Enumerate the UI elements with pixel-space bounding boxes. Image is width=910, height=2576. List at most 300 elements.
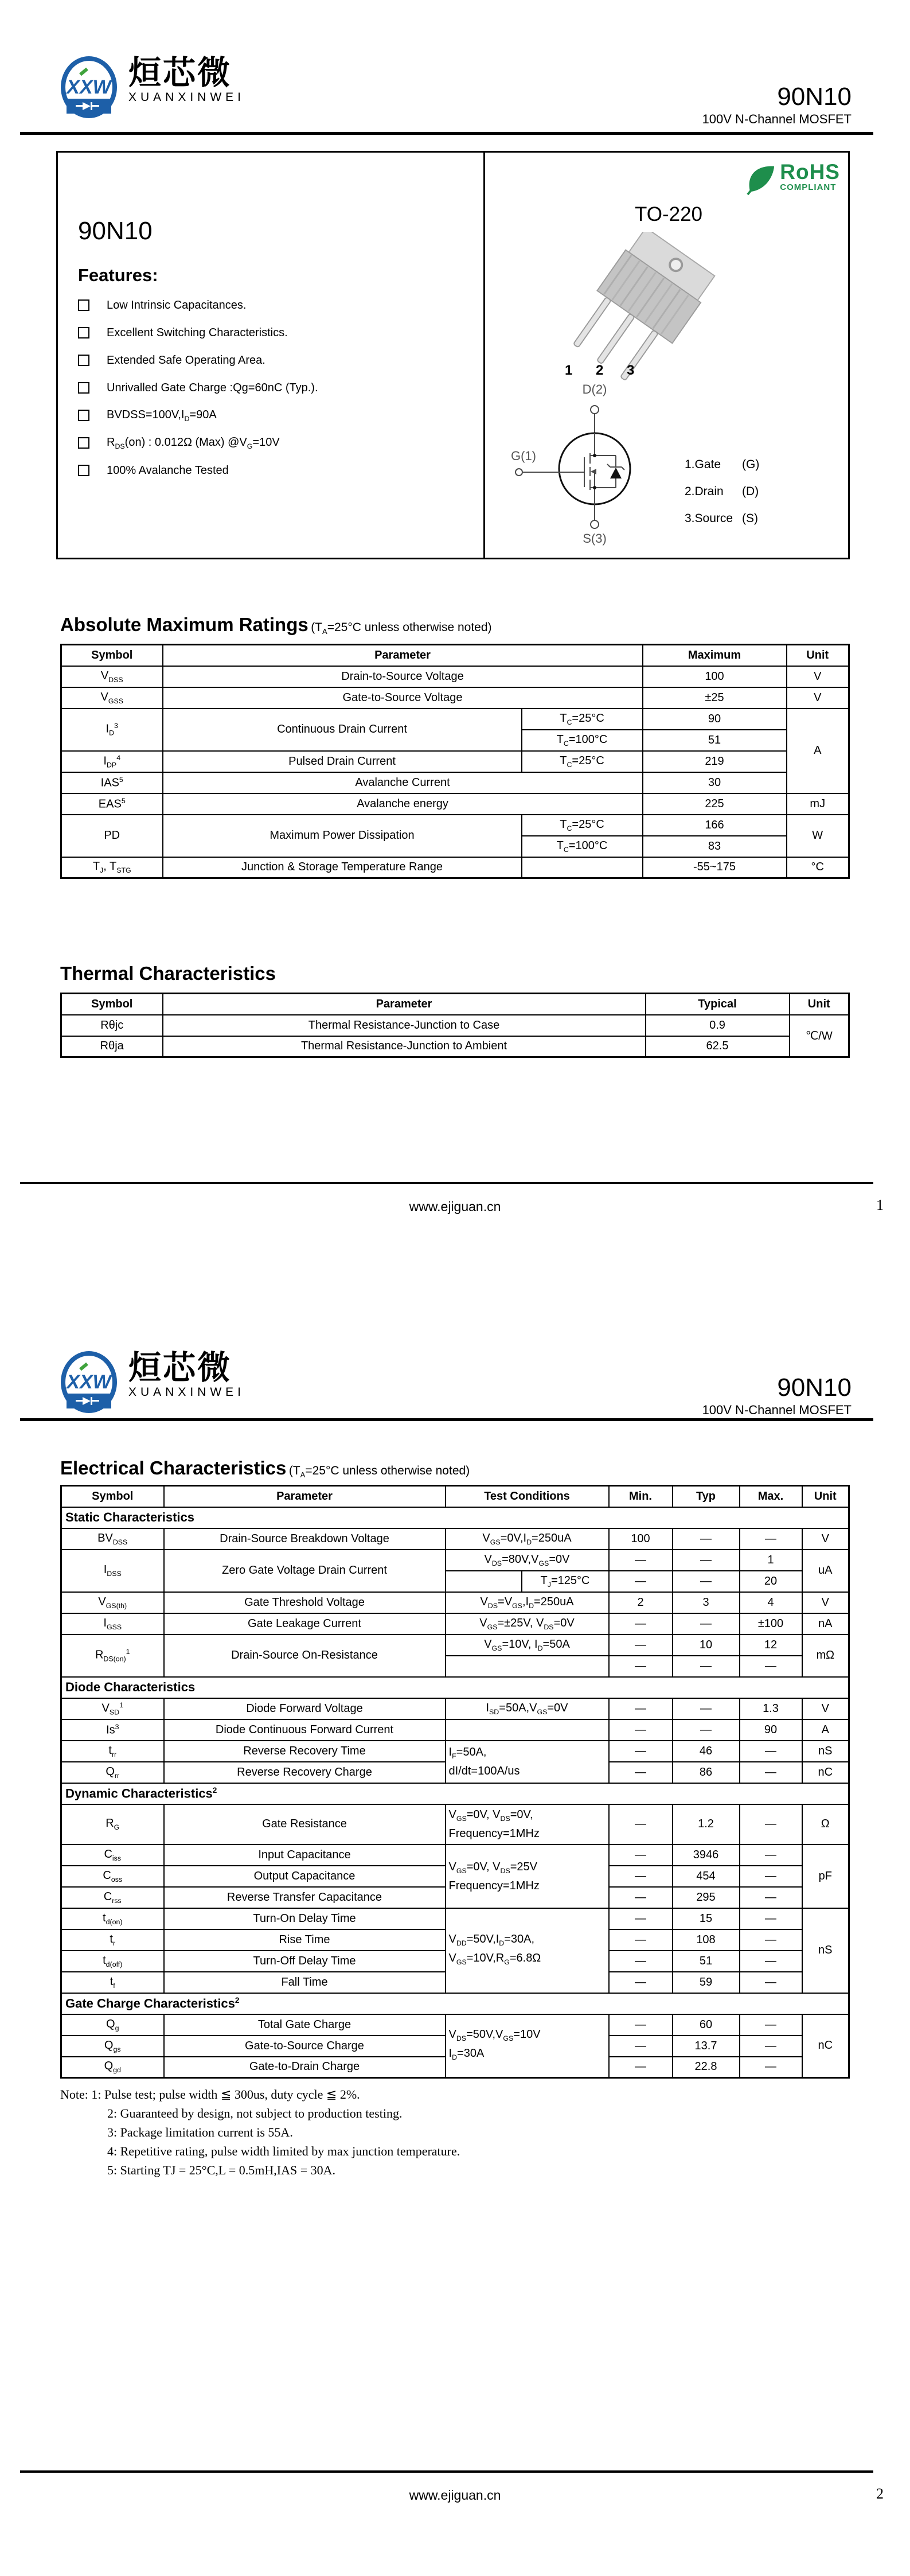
cell-unit: nS [802, 1741, 849, 1762]
table-row [61, 1698, 849, 1719]
ec-condition: ($T_A=25^\circ C$ unless otherwise noted) [288, 1464, 470, 1480]
cell-min: — [609, 1887, 673, 1908]
page-number: 2 [876, 2485, 884, 2502]
amr-title: Absolute Maximum Ratings [60, 614, 308, 635]
col-header-parameter: Parameter [163, 994, 646, 1015]
cell-min: — [609, 1951, 673, 1972]
cell-parameter: Output Capacitance [164, 1866, 446, 1887]
cell-min: — [609, 1908, 673, 1929]
table-row [61, 772, 849, 793]
cell-symbol: $BV_{DSS}$ [61, 1528, 164, 1550]
cell-maximum: 51 [643, 730, 787, 751]
table-row [61, 666, 849, 687]
legend-row [685, 478, 759, 505]
cell-typ: 108 [673, 1929, 740, 1951]
cell-symbol: $C_{iss}$ [61, 1845, 164, 1866]
feature-text: Unrivalled Gate Charge :Qg=60nC (Typ.). [107, 381, 318, 394]
intro-part-number: 90N10 [78, 217, 153, 245]
cell-parameter: Diode Forward Voltage [164, 1698, 446, 1719]
cell-unit: V [787, 666, 849, 687]
table-row [61, 1550, 849, 1571]
page-number: 1 [876, 1197, 884, 1213]
note-line [60, 2142, 460, 2161]
cell-typical: 0.9 [646, 1015, 790, 1036]
col-header-parameter: Parameter [163, 645, 643, 666]
table-row [61, 793, 849, 815]
cell-parameter: Gate-to-Source Voltage [163, 687, 643, 709]
col-header-symbol: Symbol [61, 994, 163, 1015]
cell-condition: $I_{SD}=50A,V_{GS}=0V$ [446, 1698, 609, 1719]
condition-line: $V_{GS}=10V,R_G=6.8\Omega$ [448, 1951, 541, 1966]
cell-condition: $T_C=100^\circ C$ [522, 730, 643, 751]
section-label: Dynamic Characteristics$^2$ [61, 1783, 849, 1804]
note-text: 3: Package limitation current is 55A. [107, 2125, 293, 2139]
company-name-en: XUANXINWEI [128, 1386, 245, 1399]
checkbox-icon [78, 465, 89, 476]
source-pin-label: S(3) [583, 531, 607, 546]
cell-unit: mJ [787, 793, 849, 815]
section-label: Static Characteristics [61, 1507, 849, 1528]
ec-title: Electrical Characteristics [60, 1457, 287, 1478]
gate-pin-label: G(1) [511, 449, 536, 463]
cell-symbol: $I_D^3$ [61, 709, 163, 751]
col-header-unit: Unit [787, 645, 849, 666]
cell-min: 100 [609, 1528, 673, 1550]
cell-max: — [740, 2057, 802, 2078]
cell-maximum: -55~175 [643, 857, 787, 878]
features-list [78, 291, 318, 484]
cell-max: — [740, 1929, 802, 1951]
cell-unit: nC [802, 2014, 849, 2078]
header-rule [20, 1418, 873, 1421]
table-row [61, 815, 849, 836]
feature-text: Extended Safe Operating Area. [107, 353, 265, 367]
cell-symbol: $V_{SD}^1$ [61, 1698, 164, 1719]
cell-parameter: Diode Continuous Forward Current [164, 1719, 446, 1741]
cell-typ: 1.2 [673, 1804, 740, 1845]
cell-typ: 60 [673, 2014, 740, 2036]
col-header-parameter: Parameter [164, 1486, 446, 1507]
cell-maximum: 225 [643, 793, 787, 815]
cell-max: — [740, 1951, 802, 1972]
condition-line: $I_F=50A$, [448, 1746, 487, 1760]
company-logo [55, 55, 245, 119]
cell-typ: 22.8 [673, 2057, 740, 2078]
cell-symbol: $V_{DSS}$ [61, 666, 163, 687]
cell-symbol: $t_{d(on)}$ [61, 1908, 164, 1929]
cell-max: 12 [740, 1635, 802, 1656]
cell-parameter: Turn-On Delay Time [164, 1908, 446, 1929]
table-row [61, 709, 849, 730]
drain-pin-label: D(2) [582, 382, 607, 396]
cell-parameter: Fall Time [164, 1972, 446, 1993]
cell-symbol: $t_r$ [61, 1929, 164, 1951]
cell-typ: 15 [673, 1908, 740, 1929]
cell-max: — [740, 1887, 802, 1908]
table-row [61, 2014, 849, 2036]
section-label: Gate Charge Characteristics$^2$ [61, 1993, 849, 2014]
cell-typ: 51 [673, 1951, 740, 1972]
legend-pin: (G) [742, 457, 760, 471]
cell-unit: °C [787, 857, 849, 878]
cell-typ: 454 [673, 1866, 740, 1887]
legend-pin: (D) [742, 484, 759, 498]
cell-typ: 3 [673, 1592, 740, 1613]
feature-item [78, 319, 318, 347]
cell-parameter: Zero Gate Voltage Drain Current [164, 1550, 446, 1592]
table-row [61, 1613, 849, 1635]
cell-typ: — [673, 1698, 740, 1719]
cell-min: — [609, 1762, 673, 1783]
cell-parameter: Gate Resistance [164, 1804, 446, 1845]
cell-max: — [740, 1656, 802, 1677]
cell-condition: $V_{GS}=\pm 25V$, $V_{DS}=0V$ [446, 1613, 609, 1635]
col-header-symbol: Symbol [61, 645, 163, 666]
feature-item [78, 402, 318, 429]
cell-typ: 59 [673, 1972, 740, 1993]
feature-text: 100% Avalanche Tested [107, 464, 229, 477]
cell-max: — [740, 2014, 802, 2036]
logo-monogram: XXW [67, 76, 111, 98]
feature-item [78, 291, 318, 319]
table-row [61, 1036, 849, 1057]
cell-maximum: ±25 [643, 687, 787, 709]
note-line [60, 2123, 460, 2142]
logo-monogram: XXW [67, 1371, 111, 1393]
cell-min: — [609, 1929, 673, 1951]
cell-parameter: Maximum Power Dissipation [163, 815, 522, 857]
leaf-icon [745, 162, 776, 196]
cell-parameter: Junction & Storage Temperature Range [163, 857, 522, 878]
col-header-unit: Unit [790, 994, 849, 1015]
checkbox-icon [78, 410, 89, 421]
part-number: 90N10 [777, 83, 852, 111]
cell-max: 1 [740, 1550, 802, 1571]
table-row [61, 1719, 849, 1741]
cell-parameter: Drain-Source Breakdown Voltage [164, 1528, 446, 1550]
cell-symbol: Rθja [61, 1036, 163, 1057]
section-row [61, 1677, 849, 1698]
legend-label: 2.Drain [685, 484, 724, 498]
cell-parameter: Drain-to-Source Voltage [163, 666, 643, 687]
cell-min: 2 [609, 1592, 673, 1613]
checkbox-icon [78, 299, 89, 311]
cell-condition [446, 1804, 609, 1845]
cell-unit: nS [802, 1908, 849, 1993]
mosfet-symbol-diagram [510, 380, 682, 546]
absolute-maximum-ratings-table [60, 644, 850, 879]
section-row [61, 1993, 849, 2014]
cell-symbol: Is$^3$ [61, 1719, 164, 1741]
cell-min: — [609, 2036, 673, 2057]
col-header-max: Max. [740, 1486, 802, 1507]
table-row [61, 1015, 849, 1036]
note-text: 1: Pulse test; pulse width ≦ 300us, duty cycle ≦ 2%. [91, 2087, 360, 2102]
cell-typ: 86 [673, 1762, 740, 1783]
section-label: Diode Characteristics [61, 1677, 849, 1698]
note-text: 5: Starting TJ = 25°C,L = 0.5mH,IAS = 30A. [107, 2163, 336, 2177]
table-row [61, 1741, 849, 1762]
col-header-test-conditions: Test Conditions [446, 1486, 609, 1507]
cell-parameter: Avalanche energy [163, 793, 643, 815]
cell-min: — [609, 1866, 673, 1887]
cell-min: — [609, 1571, 673, 1592]
cell-typ: — [673, 1528, 740, 1550]
condition-line: $V_{DD}=50V,I_D=30A$, [448, 1932, 535, 1947]
col-header-typ: Typ [673, 1486, 740, 1507]
cell-condition [446, 1908, 609, 1993]
cell-typ: 13.7 [673, 2036, 740, 2057]
cell-unit: nA [802, 1613, 849, 1635]
cell-typ: — [673, 1571, 740, 1592]
cell-parameter: Turn-Off Delay Time [164, 1951, 446, 1972]
product-overview-box [56, 151, 850, 559]
cell-parameter: Reverse Recovery Charge [164, 1762, 446, 1783]
cell-unit: pF [802, 1845, 849, 1908]
note-line [60, 2085, 460, 2104]
cell-typ: 295 [673, 1887, 740, 1908]
table-row [61, 1528, 849, 1550]
cell-symbol: $Q_{gd}$ [61, 2057, 164, 2078]
doc-title-block [702, 84, 852, 127]
cell-symbol: $t_{d(off)}$ [61, 1951, 164, 1972]
cell-unit: A [802, 1719, 849, 1741]
cell-unit: V [787, 687, 849, 709]
company-logo [55, 1350, 245, 1414]
cell-max: ±100 [740, 1613, 802, 1635]
cell-condition: $T_C=25^\circ C$ [522, 751, 643, 772]
cell-unit: V [802, 1528, 849, 1550]
pin-legend [685, 451, 759, 532]
feature-text: Excellent Switching Characteristics. [107, 326, 288, 339]
header-rule [20, 132, 873, 135]
cell-parameter: Gate-to-Drain Charge [164, 2057, 446, 2078]
cell-condition [522, 857, 643, 878]
cell-max: — [740, 1762, 802, 1783]
note-prefix: Note: [60, 2087, 88, 2102]
cell-max: — [740, 1866, 802, 1887]
amr-heading [60, 614, 492, 636]
footer-rule [20, 1182, 873, 1184]
feature-item [78, 457, 318, 484]
cell-condition-empty [446, 1571, 522, 1592]
cell-symbol: $I_{GSS}$ [61, 1613, 164, 1635]
table-row [61, 1635, 849, 1656]
cell-max: 90 [740, 1719, 802, 1741]
col-header-maximum: Maximum [643, 645, 787, 666]
legend-row [685, 451, 759, 478]
cell-symbol: $C_{oss}$ [61, 1866, 164, 1887]
cell-condition: $V_{DS}=V_{GS},I_D=250uA$ [446, 1592, 609, 1613]
cell-unit: mΩ [802, 1635, 849, 1677]
part-subtitle: 100V N-Channel MOSFET [702, 1403, 852, 1417]
company-name-cn: 烜芯微 [128, 55, 232, 91]
col-header-typical: Typical [646, 994, 790, 1015]
cell-maximum: 166 [643, 815, 787, 836]
cell-symbol: Rθjc [61, 1015, 163, 1036]
cell-condition [446, 1845, 609, 1908]
features-title: Features: [78, 265, 158, 285]
cell-parameter: Pulsed Drain Current [163, 751, 522, 772]
cell-parameter: Reverse Recovery Time [164, 1741, 446, 1762]
cell-typ: 46 [673, 1741, 740, 1762]
cell-min: — [609, 1845, 673, 1866]
company-name-cn: 烜芯微 [128, 1349, 232, 1386]
cell-condition: $T_C=25^\circ C$ [522, 709, 643, 730]
cell-condition: $T_C=25^\circ C$ [522, 815, 643, 836]
cell-parameter: Avalanche Current [163, 772, 643, 793]
checkbox-icon [78, 327, 89, 338]
table-row [61, 1592, 849, 1613]
cell-parameter: Total Gate Charge [164, 2014, 446, 2036]
electrical-characteristics-table [60, 1485, 850, 2079]
cell-parameter: Continuous Drain Current [163, 709, 522, 751]
legend-label: 3.Source [685, 511, 733, 525]
footer-website: www.ejiguan.cn [409, 1199, 501, 1214]
cell-max: — [740, 1845, 802, 1866]
footer-website: www.ejiguan.cn [409, 2488, 501, 2503]
cell-min: — [609, 1972, 673, 1993]
cell-symbol: PD [61, 815, 163, 857]
table-row [61, 857, 849, 878]
cell-max: — [740, 1972, 802, 1993]
cell-min: — [609, 2014, 673, 2036]
logo-badge-icon [55, 1350, 123, 1414]
section-row [61, 1507, 849, 1528]
cell-parameter: Thermal Resistance-Junction to Ambient [163, 1036, 646, 1057]
cell-max: — [740, 1908, 802, 1929]
cell-symbol: $Q_{gs}$ [61, 2036, 164, 2057]
cell-unit: ℃/W [790, 1015, 849, 1057]
cell-symbol: $R_G$ [61, 1804, 164, 1845]
cell-parameter: Rise Time [164, 1929, 446, 1951]
cell-parameter: Reverse Transfer Capacitance [164, 1887, 446, 1908]
cell-typ: — [673, 1550, 740, 1571]
cell-unit: V [802, 1698, 849, 1719]
col-header-symbol: Symbol [61, 1486, 164, 1507]
cell-parameter: Gate Threshold Voltage [164, 1592, 446, 1613]
cell-parameter: Input Capacitance [164, 1845, 446, 1866]
feature-item [78, 429, 318, 457]
cell-condition: $V_{GS}=10V$, $I_D=50A$ [446, 1635, 609, 1656]
cell-condition [446, 2014, 609, 2078]
note-text: 2: Guaranteed by design, not subject to production testing. [107, 2106, 403, 2120]
part-number: 90N10 [777, 1373, 852, 1402]
cell-min: — [609, 1656, 673, 1677]
pin-numbers-label: 1 2 3 [565, 363, 645, 378]
condition-line: Frequency=1MHz [448, 1879, 540, 1892]
cell-condition: $V_{GS}=0V,I_D=250uA$ [446, 1528, 609, 1550]
cell-max: 20 [740, 1571, 802, 1592]
cell-parameter: Drain-Source On-Resistance [164, 1635, 446, 1677]
rohs-title: RoHS [780, 160, 840, 184]
note-line [60, 2104, 460, 2123]
cell-max: 4 [740, 1592, 802, 1613]
cell-min: — [609, 1804, 673, 1845]
condition-line: $V_{DS}=50V,V_{GS}=10V$ [448, 2028, 541, 2042]
cell-symbol: $I_{DP}^4$ [61, 751, 163, 772]
condition-line: dI/dt=100A/us [448, 1765, 520, 1777]
cell-max: — [740, 1528, 802, 1550]
cell-min: — [609, 1550, 673, 1571]
table-row [61, 1845, 849, 1866]
cell-min: — [609, 2057, 673, 2078]
cell-symbol: $Q_g$ [61, 2014, 164, 2036]
box-divider [483, 153, 485, 558]
table-row [61, 1908, 849, 1929]
condition-line: $I_D=30A$ [448, 2046, 485, 2061]
cell-unit: A [787, 709, 849, 793]
to220-package-image [549, 232, 732, 381]
cell-condition [446, 1656, 609, 1677]
cell-parameter: Thermal Resistance-Junction to Case [163, 1015, 646, 1036]
cell-typical: 62.5 [646, 1036, 790, 1057]
condition-line: $V_{GS}=0V$, $V_{DS}=0V$, [448, 1808, 533, 1823]
feature-text: $BVDSS=100V,I_D=90A$ [107, 408, 217, 423]
cell-max: — [740, 1741, 802, 1762]
cell-maximum: 100 [643, 666, 787, 687]
condition-line: Frequency=1MHz [448, 1827, 540, 1840]
cell-maximum: 83 [643, 836, 787, 857]
condition-line: $V_{GS}=0V$, $V_{DS}=25V$ [448, 1860, 537, 1875]
cell-symbol: EAS$^5$ [61, 793, 163, 815]
checkbox-icon [78, 382, 89, 394]
cell-parameter: Gate-to-Source Charge [164, 2036, 446, 2057]
cell-maximum: 90 [643, 709, 787, 730]
note-text: 4: Repetitive rating, pulse width limited by max junction temperature. [107, 2144, 460, 2158]
legend-pin: (S) [742, 511, 758, 525]
cell-min: — [609, 1635, 673, 1656]
thermal-heading [60, 963, 276, 985]
amr-condition: ($T_A=25^\circ C$ unless otherwise noted) [311, 621, 492, 636]
col-header-unit: Unit [802, 1486, 849, 1507]
cell-symbol: $R_{DS(on)}^1$ [61, 1635, 164, 1677]
footer-rule [20, 2470, 873, 2473]
cell-condition: $T_J=125^\circ C$ [522, 1571, 609, 1592]
cell-symbol: $T_J$, $T_{STG}$ [61, 857, 163, 878]
cell-max: — [740, 1804, 802, 1845]
cell-typ: 3946 [673, 1845, 740, 1866]
cell-maximum: 30 [643, 772, 787, 793]
company-name-en: XUANXINWEI [128, 91, 245, 104]
cell-unit: nC [802, 1762, 849, 1783]
logo-badge-icon [55, 55, 123, 119]
cell-maximum: 219 [643, 751, 787, 772]
cell-symbol: $C_{rss}$ [61, 1887, 164, 1908]
cell-unit: V [802, 1592, 849, 1613]
cell-unit: Ω [802, 1804, 849, 1845]
notes-block [60, 2085, 460, 2180]
table-row [61, 1804, 849, 1845]
ec-heading [60, 1457, 470, 1479]
cell-parameter: Gate Leakage Current [164, 1613, 446, 1635]
feature-item [78, 347, 318, 374]
cell-condition: $V_{DS}=80V,V_{GS}=0V$ [446, 1550, 609, 1571]
rohs-subtitle: COMPLIANT [780, 182, 837, 192]
cell-min: — [609, 1719, 673, 1741]
cell-symbol: $t_{rr}$ [61, 1741, 164, 1762]
package-name: TO-220 [634, 203, 703, 225]
cell-typ: — [673, 1719, 740, 1741]
thermal-title: Thermal Characteristics [60, 963, 276, 984]
cell-condition [446, 1741, 609, 1783]
cell-max: — [740, 2036, 802, 2057]
cell-symbol: $I_{DSS}$ [61, 1550, 164, 1592]
table-row [61, 751, 849, 772]
cell-typ: — [673, 1613, 740, 1635]
cell-unit: W [787, 815, 849, 857]
cell-symbol: $V_{GSS}$ [61, 687, 163, 709]
